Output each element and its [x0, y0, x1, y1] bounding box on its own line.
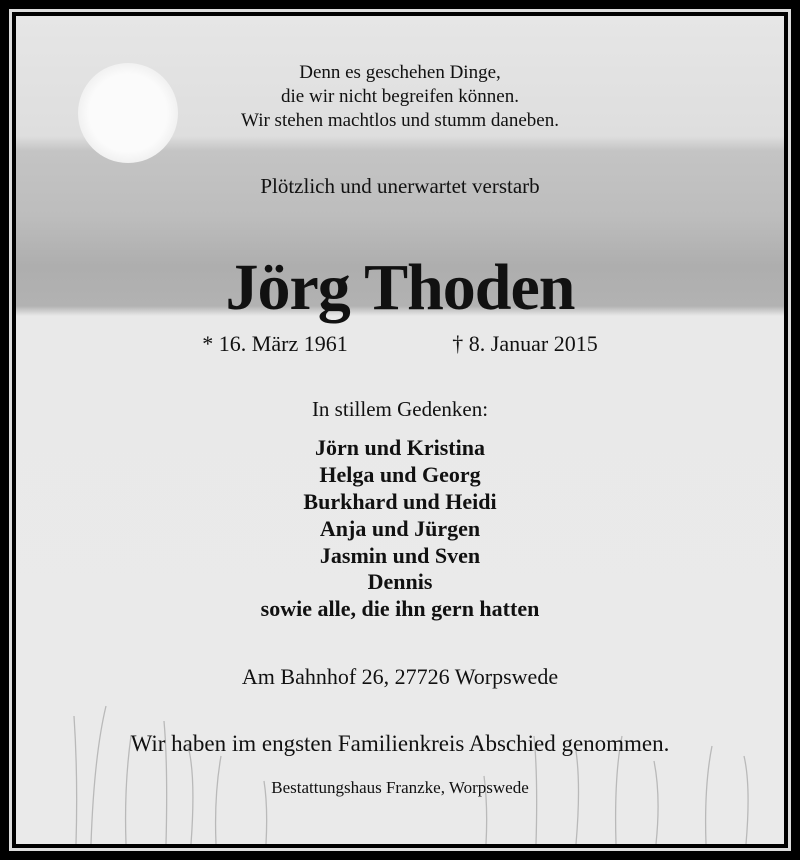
intro-text: Plötzlich und unerwartet verstarb: [260, 174, 540, 198]
funeral-home: Bestattungshaus Franzke, Worpswede: [271, 778, 529, 797]
verse-line: Wir stehen machtlos und stumm daneben.: [241, 110, 559, 131]
address: Am Bahnhof 26, 27726 Worpswede: [241, 664, 559, 689]
mourner: Helga und Georg: [319, 462, 481, 487]
mourner: Jasmin und Sven: [319, 543, 481, 568]
mourner: sowie alle, die ihn gern hatten: [260, 596, 540, 621]
reeds-image: [16, 16, 784, 844]
mourner: Jörn und Kristina: [315, 435, 485, 460]
mourner: Dennis: [367, 569, 433, 594]
verse-line: Denn es geschehen Dinge,: [299, 62, 501, 83]
mourner: Anja und Jürgen: [319, 516, 481, 541]
memorial-heading: In stillem Gedenken:: [311, 397, 489, 421]
mourner: Burkhard und Heidi: [303, 489, 497, 514]
deceased-name: Jörg Thoden: [225, 251, 575, 324]
verse-line: die wir nicht begreifen können.: [281, 86, 519, 107]
farewell-text: Wir haben im engsten Familienkreis Abschied genommen.: [130, 731, 670, 756]
death-date: † 8. Januar 2015: [452, 331, 598, 356]
background-landscape-image: [16, 16, 784, 844]
birth-date: * 16. März 1961: [202, 331, 348, 356]
